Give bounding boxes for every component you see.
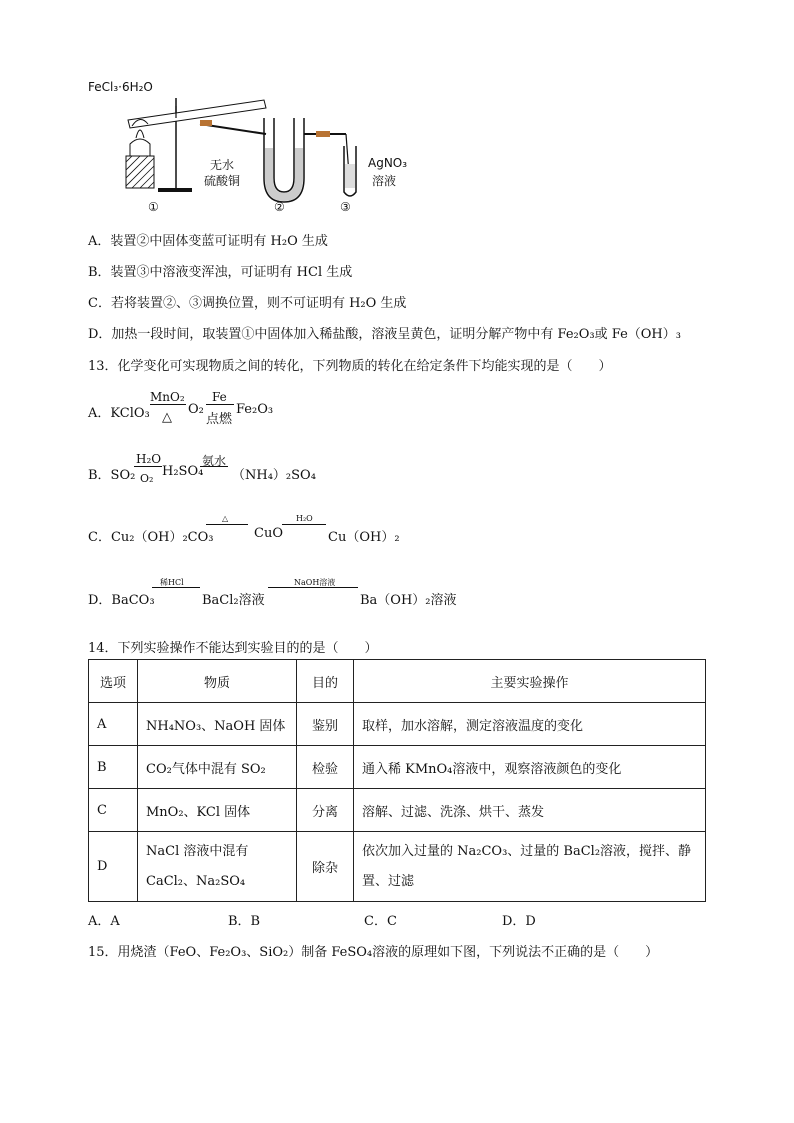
q13-b-cond-top-1: H₂O bbox=[136, 452, 162, 466]
table-cell: 除杂 bbox=[297, 832, 354, 902]
table-header-row bbox=[89, 660, 706, 703]
q13-b-arrow-2 bbox=[200, 466, 228, 467]
q13-a-cond-bottom-2: 点燃 bbox=[206, 412, 233, 427]
table-header-cell: 物质 bbox=[138, 660, 297, 703]
q13-a-cond-bottom-1: △ bbox=[162, 410, 172, 425]
q13-a-mid: O₂ bbox=[188, 402, 204, 417]
table-header-cell: 主要实验操作 bbox=[354, 660, 706, 703]
table-cell: NaCl 溶液中混有 CaCl₂、Na₂SO₄ bbox=[138, 832, 297, 902]
q13-b-prefix: B．SO₂ bbox=[88, 468, 136, 483]
agno3-label-2: 溶液 bbox=[372, 174, 397, 188]
q13-b-arrow-1 bbox=[134, 466, 162, 467]
q12-option-d: D．加热一段时间，取装置①中固体加入稀盐酸，溶液呈黄色，证明分解产物中有 Fe₂O₃或 Fe（OH）₃ bbox=[88, 327, 681, 342]
q13-d-mid: BaCl₂溶液 bbox=[202, 593, 265, 608]
table-cell: 分离 bbox=[297, 789, 354, 832]
device-number-2: ② bbox=[274, 200, 285, 214]
q13-b-end: （NH₄）₂SO₄ bbox=[232, 468, 316, 483]
q13-a-cond-top-2: Fe bbox=[212, 390, 227, 404]
q13-a-arrow-1 bbox=[150, 404, 186, 405]
anhydrous-label-1: 无水 bbox=[210, 158, 235, 172]
q14-option-d: D．D bbox=[502, 914, 536, 929]
q13-c-prefix: C．Cu₂（OH）₂CO₃ bbox=[88, 530, 214, 545]
apparatus-diagram bbox=[88, 78, 428, 218]
q13-a-prefix: A．KClO₃ bbox=[88, 406, 150, 421]
q13-d-cond-top-2: NaOH溶液 bbox=[294, 578, 336, 587]
apparatus-drawing bbox=[88, 78, 428, 218]
table-row bbox=[89, 746, 706, 789]
q13-a-cond-top-1: MnO₂ bbox=[150, 390, 185, 404]
q12-option-c: C．若将装置②、③调换位置，则不可证明有 H₂O 生成 bbox=[88, 296, 407, 311]
q13-stem: 13．化学变化可实现物质之间的转化，下列物质的转化在给定条件下均能实现的是（ ） bbox=[88, 359, 612, 374]
q13-b-cond-top-2: 氨水 bbox=[202, 454, 227, 468]
q13-b-mid: H₂SO₄ bbox=[162, 464, 204, 479]
reagent-label: FeCl₃·6H₂O bbox=[88, 80, 153, 94]
q14-option-a: A．A bbox=[88, 914, 120, 929]
table-cell: 通入稀 KMnO₄溶液中，观察溶液颜色的变化 bbox=[354, 746, 706, 789]
q15-stem: 15．用烧渣（FeO、Fe₂O₃、SiO₂）制备 FeSO₄溶液的原理如下图，下列说法不正确的是（ ） bbox=[88, 945, 659, 960]
q13-c-mid: CuO bbox=[254, 526, 283, 541]
q13-b-cond-bottom-1: O₂ bbox=[140, 472, 154, 485]
q14-table bbox=[88, 659, 706, 902]
q14-option-c: C．C bbox=[364, 914, 397, 929]
q13-a-arrow-2 bbox=[206, 404, 234, 405]
q13-d-arrow-2 bbox=[268, 587, 358, 588]
table-cell: A bbox=[89, 703, 138, 746]
q13-c-cond-top-2: H₂O bbox=[296, 514, 313, 523]
q14-option-b: B．B bbox=[228, 914, 261, 929]
table-row bbox=[89, 703, 706, 746]
table-cell: CO₂气体中混有 SO₂ bbox=[138, 746, 297, 789]
table-cell: 鉴别 bbox=[297, 703, 354, 746]
table-header-cell: 选项 bbox=[89, 660, 138, 703]
table-header-cell: 目的 bbox=[297, 660, 354, 703]
table-cell: NH₄NO₃、NaOH 固体 bbox=[138, 703, 297, 746]
table-cell: 依次加入过量的 Na₂CO₃、过量的 BaCl₂溶液，搅拌、静置、过滤 bbox=[354, 832, 706, 902]
table-row bbox=[89, 789, 706, 832]
q13-c-cond-top-1: △ bbox=[222, 514, 229, 523]
q13-d-prefix: D．BaCO₃ bbox=[88, 593, 155, 608]
table-cell: MnO₂、KCl 固体 bbox=[138, 789, 297, 832]
table-cell: 取样，加水溶解，测定溶液温度的变化 bbox=[354, 703, 706, 746]
device-number-1: ① bbox=[148, 200, 159, 214]
table-cell: 检验 bbox=[297, 746, 354, 789]
q13-c-arrow-2 bbox=[282, 524, 326, 525]
q13-d-end: Ba（OH）₂溶液 bbox=[360, 593, 457, 608]
q13-d-arrow-1 bbox=[152, 587, 200, 588]
q12-option-b: B．装置③中溶液变浑浊，可证明有 HCl 生成 bbox=[88, 265, 353, 280]
device-number-3: ③ bbox=[340, 200, 351, 214]
agno3-label-1: AgNO₃ bbox=[368, 156, 408, 170]
table-row bbox=[89, 832, 706, 902]
q13-d-cond-top-1: 稀HCl bbox=[160, 578, 184, 587]
table-cell: D bbox=[89, 832, 138, 902]
q12-option-a: A．装置②中固体变蓝可证明有 H₂O 生成 bbox=[88, 234, 328, 249]
q13-c-end: Cu（OH）₂ bbox=[328, 530, 400, 545]
anhydrous-label-2: 硫酸铜 bbox=[204, 174, 241, 188]
table-cell: C bbox=[89, 789, 138, 832]
table-cell: 溶解、过滤、洗涤、烘干、蒸发 bbox=[354, 789, 706, 832]
q13-a-end: Fe₂O₃ bbox=[236, 402, 274, 417]
q13-c-arrow-1 bbox=[206, 524, 248, 525]
q14-stem: 14．下列实验操作不能达到实验目的的是（ ） bbox=[88, 641, 378, 656]
table-cell: B bbox=[89, 746, 138, 789]
